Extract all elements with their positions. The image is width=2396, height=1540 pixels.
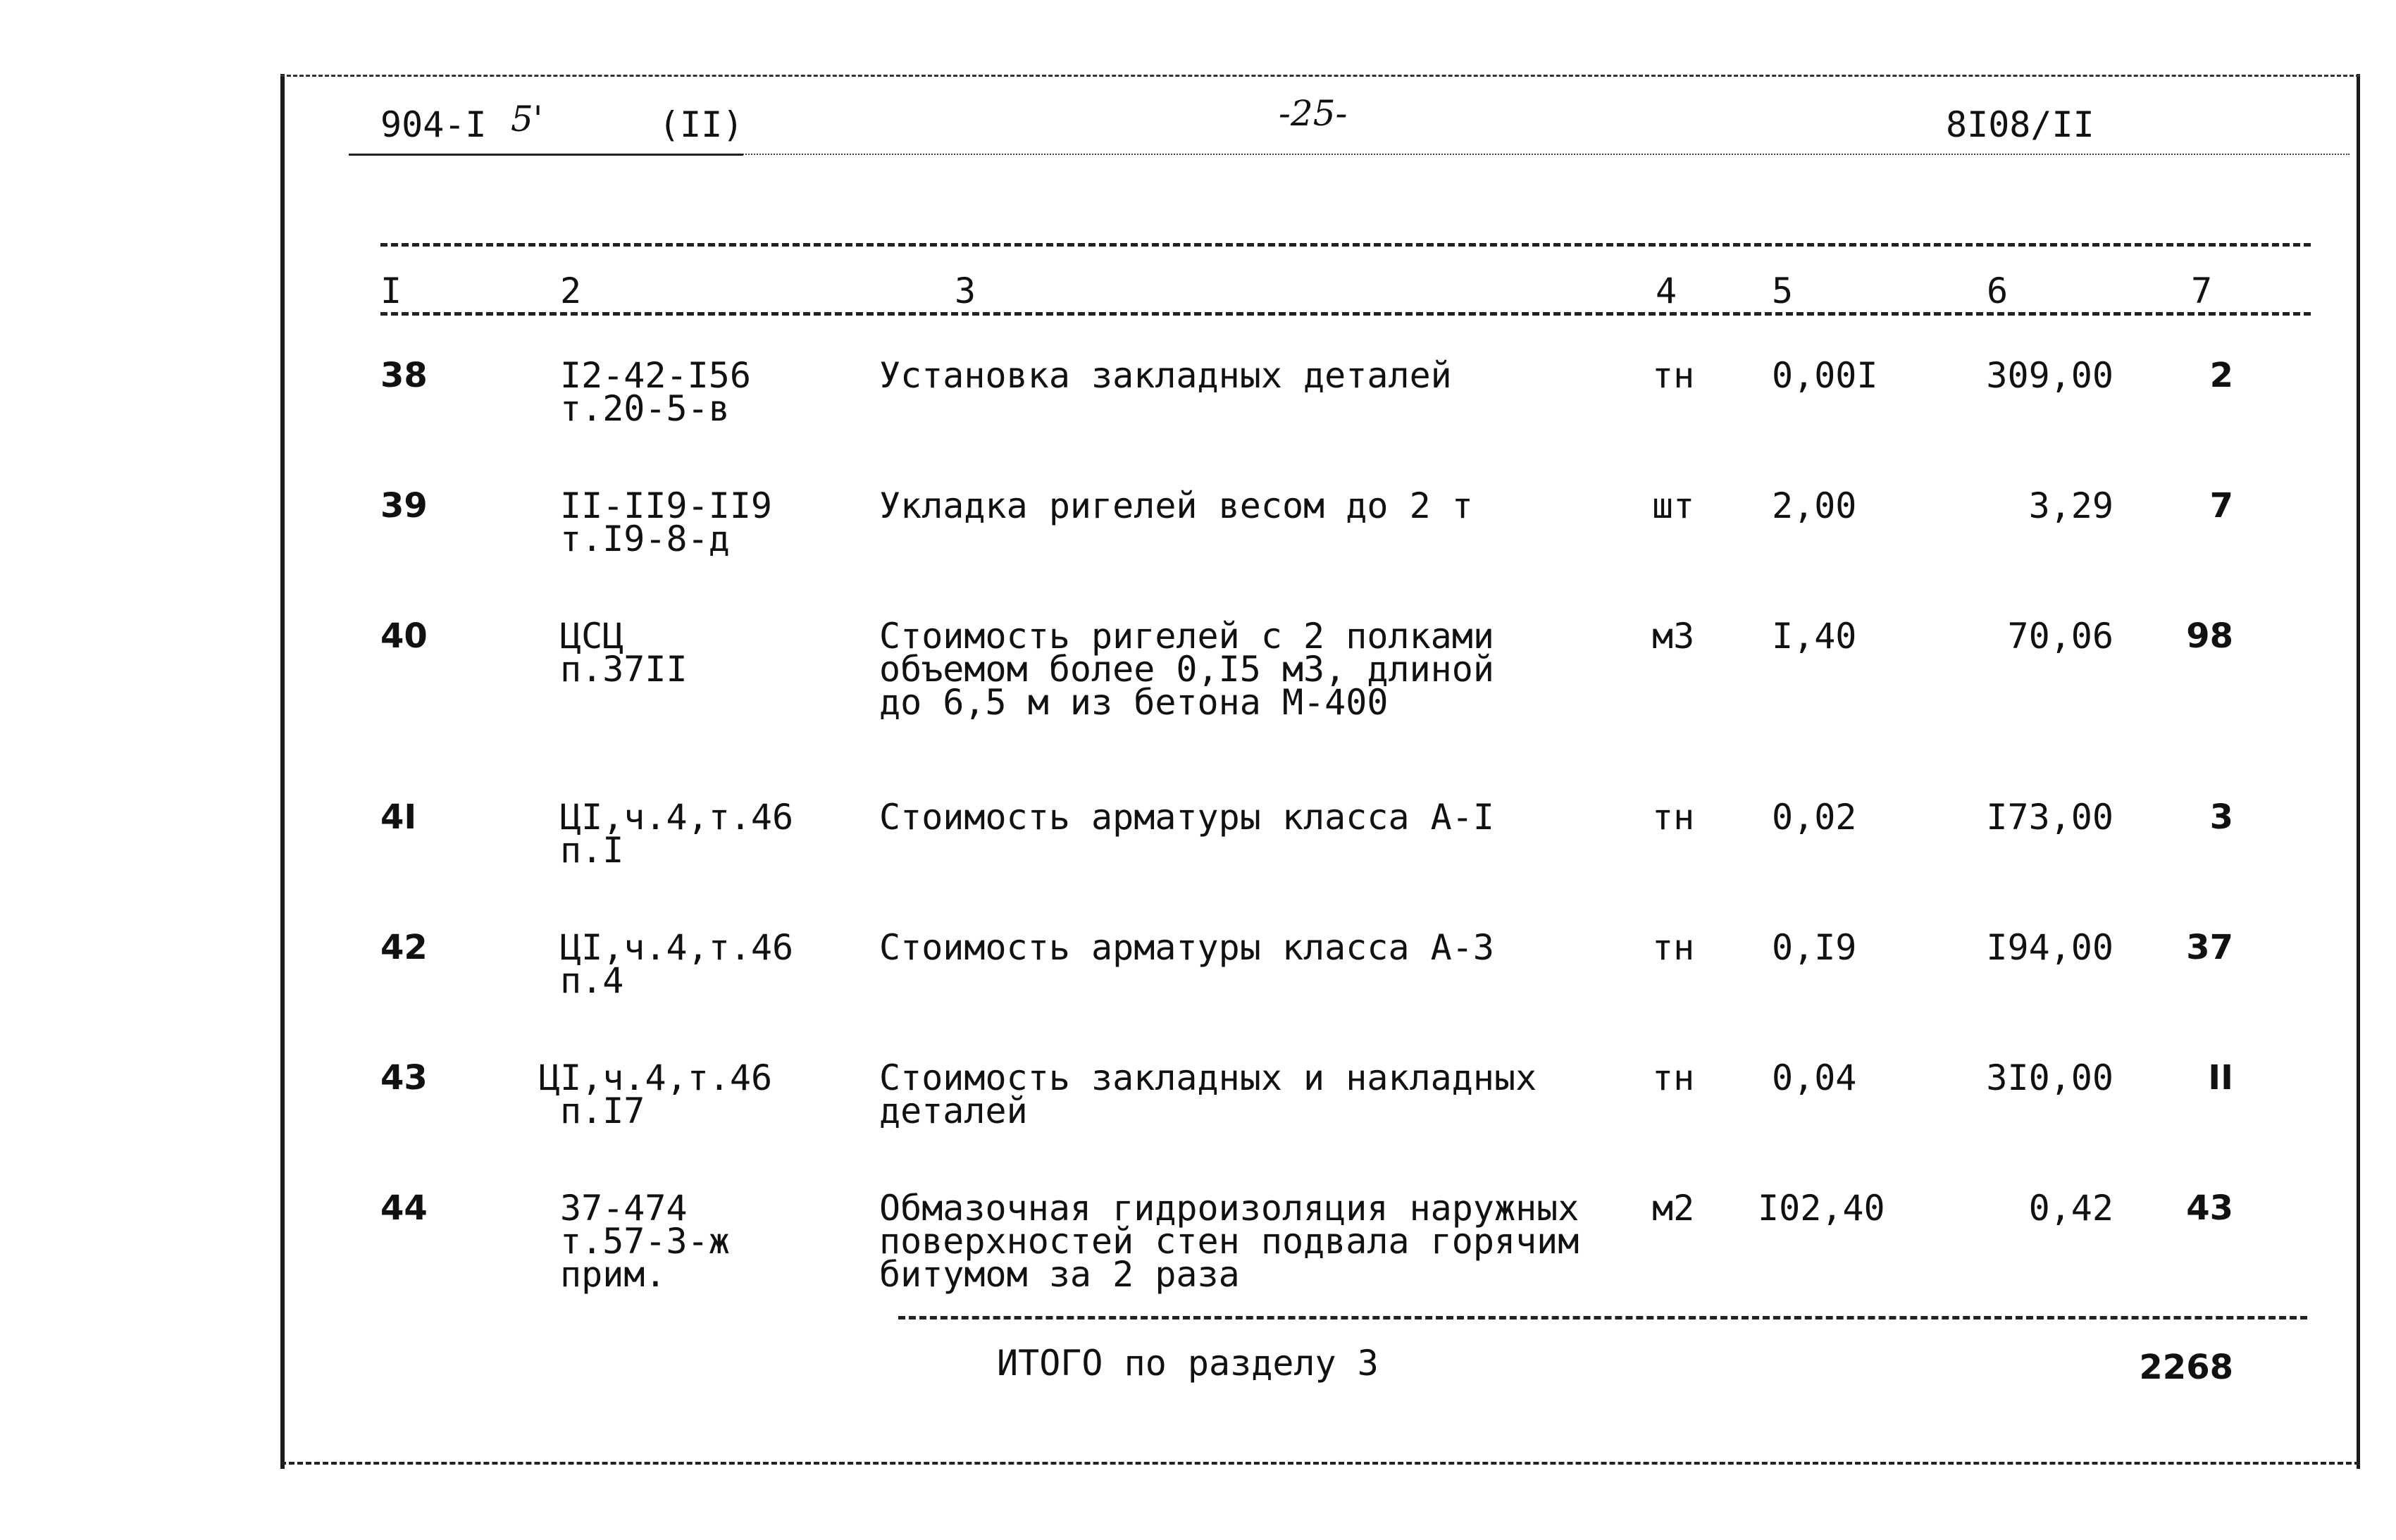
header-underline-solid bbox=[349, 154, 743, 156]
row-code: т.I9-8-д bbox=[560, 518, 730, 559]
column-number-1: I bbox=[380, 271, 402, 311]
row-code: п.I7 bbox=[560, 1091, 645, 1131]
row-price: I94,00 bbox=[1986, 927, 2113, 968]
row-code: т.20-5-в bbox=[560, 388, 730, 429]
column-header-rule bbox=[380, 312, 2311, 316]
row-quantity: 2,00 bbox=[1772, 485, 1857, 526]
row-name: битумом за 2 раза bbox=[879, 1254, 1240, 1295]
header-handwritten-mark: 5' bbox=[511, 99, 543, 139]
column-number-4: 4 bbox=[1656, 271, 1677, 311]
row-code: п.4 bbox=[560, 960, 624, 1001]
row-name: Обмазочная гидроизоляция наружных bbox=[879, 1188, 1579, 1229]
row-name: Стоимость арматуры класса А-3 bbox=[879, 927, 1494, 968]
row-code: II-II9-II9 bbox=[560, 485, 773, 526]
row-name: Установка закладных деталей bbox=[879, 355, 1452, 396]
row-number: 4I bbox=[380, 797, 417, 837]
row-number: 42 bbox=[380, 928, 428, 967]
row-quantity: 0,02 bbox=[1772, 797, 1857, 838]
column-number-3: 3 bbox=[955, 271, 976, 311]
row-quantity: I,40 bbox=[1772, 616, 1857, 657]
row-unit: м3 bbox=[1652, 616, 1695, 657]
total-label: ИТОГО по разделу 3 bbox=[997, 1343, 1379, 1384]
row-unit: м2 bbox=[1652, 1188, 1695, 1229]
row-quantity: I02,40 bbox=[1758, 1188, 1885, 1229]
frame-top-border bbox=[280, 75, 2360, 77]
row-cost: 7 bbox=[2209, 486, 2233, 526]
header-page-number: -25- bbox=[1279, 93, 1348, 134]
frame-right-border bbox=[2357, 74, 2360, 1469]
row-number: 43 bbox=[380, 1058, 428, 1098]
row-number: 40 bbox=[380, 616, 428, 656]
row-code: ЦСЦ bbox=[560, 616, 624, 657]
row-cost: 98 bbox=[2186, 616, 2233, 656]
row-unit: тн bbox=[1652, 355, 1695, 396]
row-cost: 43 bbox=[2186, 1188, 2233, 1228]
row-name: Стоимость закладных и накладных bbox=[879, 1057, 1537, 1098]
row-price: 0,42 bbox=[2028, 1188, 2113, 1229]
row-quantity: 0,04 bbox=[1772, 1057, 1857, 1098]
row-cost: 37 bbox=[2186, 928, 2233, 967]
row-price: 70,06 bbox=[2007, 616, 2113, 657]
row-unit: тн bbox=[1652, 927, 1695, 968]
row-number: 38 bbox=[380, 356, 428, 395]
row-unit: тн bbox=[1652, 797, 1695, 838]
row-name: поверхностей стен подвала горячим bbox=[879, 1221, 1579, 1262]
frame-bottom-border bbox=[280, 1462, 2360, 1465]
row-name: деталей bbox=[879, 1091, 1028, 1131]
row-unit: тн bbox=[1652, 1057, 1695, 1098]
row-number: 39 bbox=[380, 486, 428, 526]
row-code: ЦI,ч.4,т.46 bbox=[539, 1057, 773, 1098]
row-code: I2-42-I56 bbox=[560, 355, 751, 396]
row-code: п.I bbox=[560, 830, 624, 871]
column-number-7: 7 bbox=[2191, 271, 2213, 311]
row-quantity: 0,I9 bbox=[1772, 927, 1857, 968]
total-value: 2268 bbox=[2139, 1348, 2233, 1387]
row-cost: II bbox=[2208, 1058, 2233, 1098]
row-name: Стоимость арматуры класса А-I bbox=[879, 797, 1494, 838]
column-number-2: 2 bbox=[560, 271, 582, 311]
row-code: ЦI,ч.4,т.46 bbox=[560, 927, 794, 968]
row-code: 37-474 bbox=[560, 1188, 688, 1229]
row-unit: шт bbox=[1652, 485, 1695, 526]
row-number: 44 bbox=[380, 1188, 428, 1228]
table-top-rule bbox=[380, 243, 2311, 247]
header-series: 904-I bbox=[380, 104, 487, 145]
row-name: Укладка ригелей весом до 2 т bbox=[879, 485, 1473, 526]
column-number-6: 6 bbox=[1987, 271, 2009, 311]
column-number-5: 5 bbox=[1772, 271, 1794, 311]
row-name: объемом более 0,I5 м3, длиной bbox=[879, 649, 1494, 690]
header-part: (II) bbox=[659, 104, 744, 145]
row-price: 309,00 bbox=[1986, 355, 2113, 396]
row-code: ЦI,ч.4,т.46 bbox=[560, 797, 794, 838]
row-cost: 2 bbox=[2209, 356, 2233, 395]
row-price: 3I0,00 bbox=[1986, 1057, 2113, 1098]
header-code: 8I08/II bbox=[1946, 104, 2094, 145]
row-price: 3,29 bbox=[2028, 485, 2113, 526]
row-code: прим. bbox=[560, 1254, 666, 1295]
row-cost: 3 bbox=[2209, 797, 2233, 837]
row-price: I73,00 bbox=[1986, 797, 2113, 838]
row-name: до 6,5 м из бетона М-400 bbox=[879, 682, 1389, 723]
row-name: Стоимость ригелей с 2 полками bbox=[879, 616, 1494, 657]
row-code: п.37II bbox=[560, 649, 688, 690]
total-rule bbox=[898, 1316, 2307, 1319]
row-code: т.57-3-ж bbox=[560, 1221, 730, 1262]
row-quantity: 0,00I bbox=[1772, 355, 1878, 396]
frame-left-border bbox=[280, 74, 285, 1469]
